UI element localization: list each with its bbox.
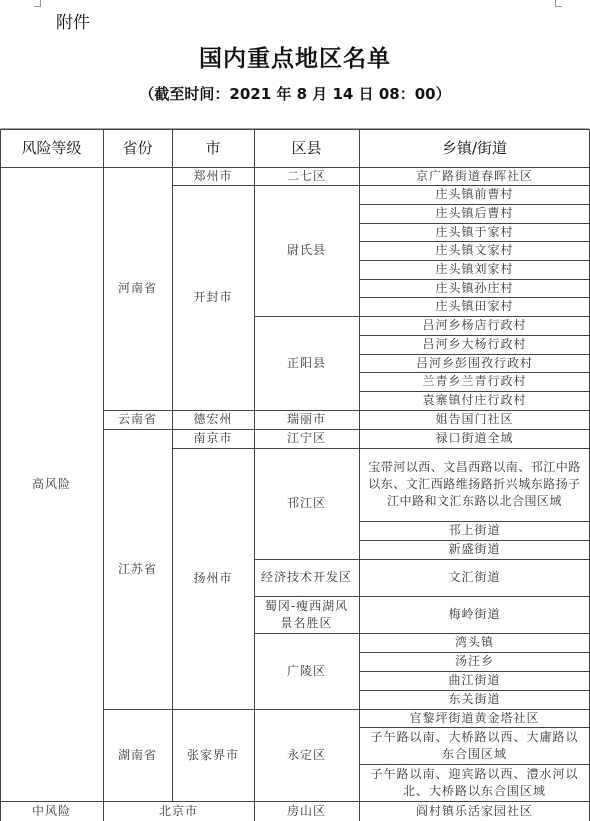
district-cell: 邗江区 — [286, 496, 326, 510]
column-header-district: 区县 — [291, 138, 322, 157]
risk-level-high: 高风险 — [31, 476, 71, 491]
district-cell: 永定区 — [286, 747, 326, 762]
district-cell: 经济技术开发区 — [260, 570, 352, 584]
street-cell: 吕河乡大杨行政村 — [422, 337, 527, 351]
district-cell: 正阳县 — [286, 355, 326, 370]
street-cell: 曲江街道 — [448, 673, 501, 687]
street-cell: 东关街道 — [448, 692, 501, 706]
street-cell: 子午路以南、大桥路以西、大庸路以东合围区域 — [370, 729, 579, 761]
street-cell: 汤汪乡 — [454, 654, 494, 668]
city-cell: 扬州市 — [193, 571, 233, 585]
district-cell: 尉氏县 — [286, 243, 326, 257]
street-cell: 京广路街道春晖社区 — [415, 168, 533, 183]
province-cell: 湖南省 — [117, 747, 157, 762]
district-cell: 瑞丽市 — [286, 412, 326, 426]
district-cell: 房山区 — [286, 803, 326, 818]
document-subtitle: （截至时间：2021 年 8 月 14 日 08：00） — [139, 85, 451, 103]
street-cell: 新盛街道 — [448, 542, 501, 556]
street-cell: 袁寨镇付庄行政村 — [422, 393, 527, 407]
attachment-label: 附件 — [56, 13, 90, 33]
province-cell: 云南省 — [117, 412, 157, 426]
district-cell: 广陵区 — [286, 663, 326, 678]
column-header-risk-level: 风险等级 — [21, 138, 82, 157]
street-cell: 庄头镇前曹村 — [435, 187, 514, 201]
street-cell: 庄头镇田家村 — [435, 299, 514, 313]
city-cell: 德宏州 — [193, 412, 233, 426]
city-cell: 郑州市 — [193, 168, 233, 183]
street-cell: 文汇街道 — [448, 570, 501, 584]
street-cell: 湾头镇 — [454, 635, 494, 649]
street-cell: 宝带河以西、文昌西路以南、邗江中路以东、文汇西路维扬路折兴城东路扬子江中路和文汇东路以北合围区域 — [368, 460, 581, 508]
risk-level-medium: 中风险 — [31, 803, 71, 818]
city-cell: 北京市 — [158, 803, 198, 818]
street-cell: 禄口街道全域 — [435, 431, 514, 445]
street-cell: 梅岭街道 — [448, 607, 501, 621]
street-cell: 吕河乡杨店行政村 — [422, 318, 527, 332]
document-title: 国内重点地区名单 — [199, 46, 391, 72]
street-cell: 子午路以南、迎宾路以西、澧水河以北、大桥路以东合围区域 — [370, 766, 579, 798]
city-cell: 开封市 — [193, 290, 233, 304]
street-cell: 庄头镇文家村 — [435, 243, 514, 257]
street-cell: 庄头镇孙庄村 — [435, 280, 514, 295]
column-header-province: 省份 — [122, 138, 153, 157]
street-cell: 阎村镇乐活家园社区 — [415, 803, 533, 818]
district-cell: 江宁区 — [286, 431, 326, 445]
street-cell: 庄头镇于家村 — [435, 224, 514, 239]
column-header-street: 乡镇/街道 — [441, 138, 508, 157]
province-cell: 江苏省 — [117, 561, 157, 576]
column-header-city: 市 — [205, 138, 221, 157]
street-cell: 吕河乡彭围孜行政村 — [415, 355, 533, 370]
street-cell: 姐告国门社区 — [435, 412, 514, 426]
street-cell: 邗上街道 — [448, 523, 501, 537]
street-cell: 庄头镇刘家村 — [435, 262, 514, 276]
street-cell: 庄头镇后曹村 — [435, 206, 514, 220]
city-cell: 张家界市 — [186, 747, 239, 762]
province-cell: 河南省 — [117, 281, 157, 295]
district-cell: 蜀冈-瘦西湖风景名胜区 — [264, 598, 349, 630]
district-cell: 二七区 — [286, 168, 326, 183]
street-cell: 兰青乡兰青行政村 — [422, 374, 527, 388]
city-cell: 南京市 — [193, 431, 233, 445]
street-cell: 官黎坪街道黄金塔社区 — [409, 710, 540, 725]
